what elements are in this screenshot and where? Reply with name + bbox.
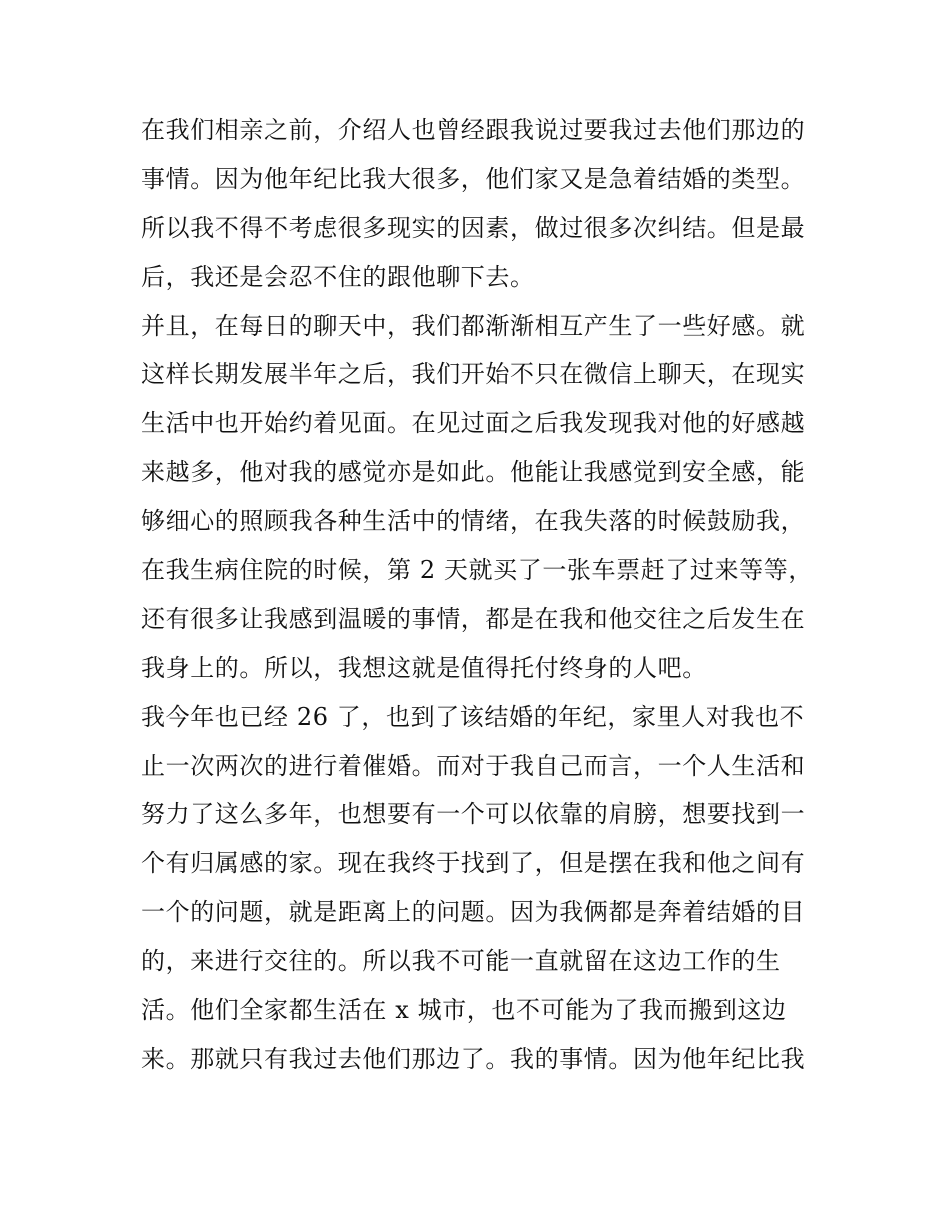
text-line: 后，我还是会忍不住的跟他聊下去。: [141, 262, 535, 291]
text-line: 并且，在每日的聊天中，我们都渐渐相互产生了一些好感。就: [141, 311, 806, 340]
text-line: 生活中也开始约着见面。在见过面之后我发现我对他的好感越: [141, 409, 806, 438]
text-line: 事情。因为他年纪比我大很多，他们家又是急着结婚的类型。: [141, 164, 806, 193]
text-line: 活。他们全家都生活在 x 城市，也不可能为了我而搬到这边: [141, 996, 787, 1025]
text-line: 个有归属感的家。现在我终于找到了，但是摆在我和他之间有: [141, 849, 806, 878]
text-line: 我今年也已经 26 了，也到了该结婚的年纪，家里人对我也不: [141, 702, 805, 731]
text-line: 一个的问题，就是距离上的问题。因为我俩都是奔着结婚的目: [141, 898, 806, 927]
text-line: 的，来进行交往的。所以我不可能一直就留在这边工作的生: [141, 947, 781, 976]
text-line: 这样长期发展半年之后，我们开始不只在微信上聊天，在现实: [141, 360, 806, 389]
text-line: 努力了这么多年，也想要有一个可以依靠的肩膀，想要找到一: [141, 800, 806, 829]
text-line: 我身上的。所以，我想这就是值得托付终身的人吧。: [141, 653, 707, 682]
text-line: 够细心的照顾我各种生活中的情绪，在我失落的时候鼓励我，: [141, 507, 806, 536]
text-line: 来越多，他对我的感觉亦是如此。他能让我感觉到安全感，能: [141, 458, 806, 487]
text-line: 在我生病住院的时候，第 2 天就买了一张车票赶了过来等等，: [141, 556, 813, 585]
text-line: 止一次两次的进行着催婚。而对于我自己而言，一个人生活和: [141, 751, 806, 780]
body-text: [141, 106, 821, 1084]
text-line: 所以我不得不考虑很多现实的因素，做过很多次纠结。但是最: [141, 213, 806, 242]
text-line: 还有很多让我感到温暖的事情，都是在我和他交往之后发生在: [141, 604, 806, 633]
text-line: 在我们相亲之前，介绍人也曾经跟我说过要我过去他们那边的: [141, 116, 806, 144]
text-line: 来。那就只有我过去他们那边了。我的事情。因为他年纪比我: [141, 1044, 806, 1073]
